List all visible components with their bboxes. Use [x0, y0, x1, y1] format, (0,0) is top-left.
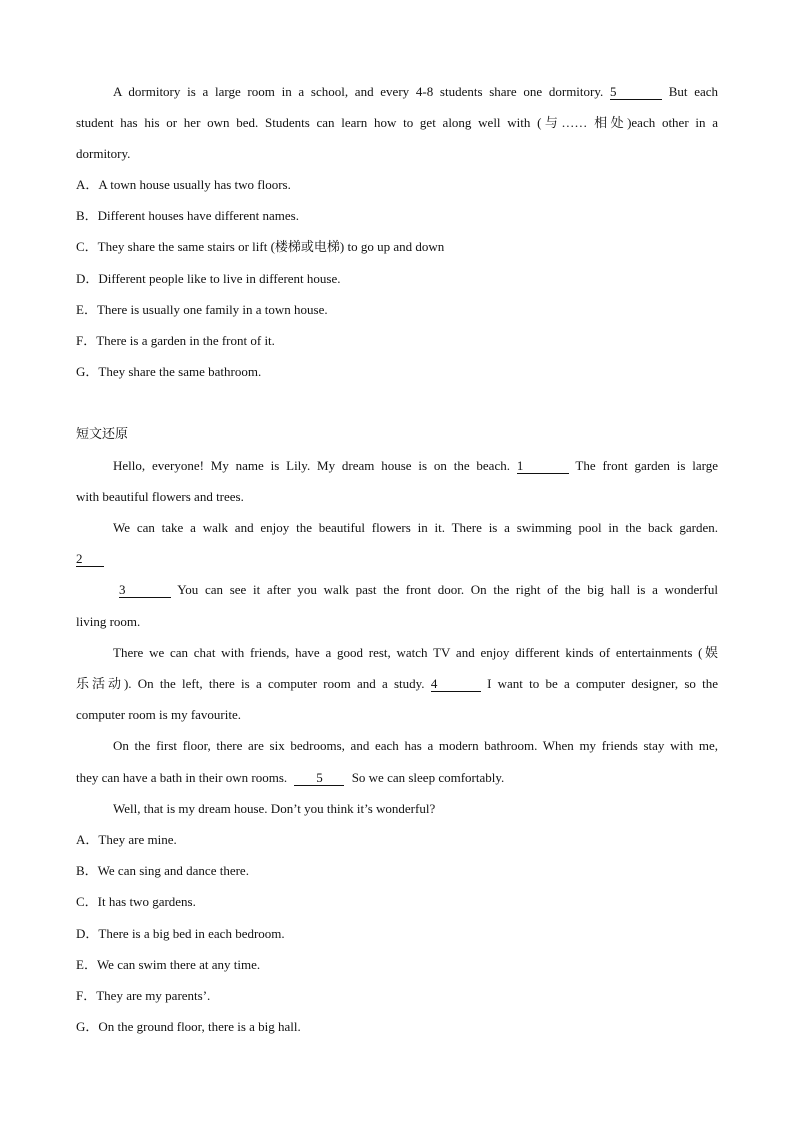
option-f: F．There is a garden in the front of it.	[76, 333, 275, 348]
answer-blank-5[interactable]: 5	[610, 85, 662, 100]
passage2-p4-tail: I want to be a computer designer, so the	[487, 676, 719, 691]
option2-a: A．They are mine.	[76, 832, 177, 847]
passage2-p5-text: they can have a bath in their own rooms.	[76, 770, 288, 785]
option-e: E．There is usually one family in a town house.	[76, 302, 328, 317]
answer-blank-3[interactable]: 3	[119, 583, 171, 598]
passage2-p3-line1	[113, 582, 718, 598]
passage2-p5-line1: On the first floor, there are six bedrooms, and each has a modern bathroom. When my friends stay with me,	[113, 738, 718, 753]
passage2-p4-text: 乐活动). On the left, there is a computer room and a study.	[76, 676, 425, 691]
option2-d: D．There is a big bed in each bedroom.	[76, 926, 285, 941]
section-title: 短文还原	[76, 427, 129, 442]
option-b: B．Different houses have different names.	[76, 208, 299, 223]
option2-c: C．It has two gardens.	[76, 894, 196, 909]
option-g: G．They share the same bathroom.	[76, 364, 262, 379]
passage2-p5-line2	[76, 770, 504, 786]
option2-g: G．On the ground floor, there is a big hall.	[76, 1019, 301, 1034]
passage2-p3-line2: living room.	[76, 614, 141, 629]
passage2-p1-line1	[113, 458, 718, 474]
passage1-line1-text: A dormitory is a large room in a school, and every 4-8 students share one dormitory.	[113, 84, 604, 99]
option2-b: B．We can sing and dance there.	[76, 863, 249, 878]
option2-e: E．We can swim there at any time.	[76, 957, 261, 972]
answer-blank-1[interactable]: 1	[517, 459, 569, 474]
option-a: A．A town house usually has two floors.	[76, 177, 291, 192]
answer-blank-4[interactable]: 4	[431, 677, 481, 692]
passage2-p1-text: Hello, everyone! My name is Lily. My dream house is on the beach.	[113, 458, 510, 473]
passage2-p4-line1: There we can chat with friends, have a good rest, watch TV and enjoy different kinds of entertainments (娱	[113, 645, 719, 660]
passage2-p3-tail: You can see it after you walk past the front door. On the right of the big hall is a wonderful	[177, 582, 718, 597]
option-c: C．They share the same stairs or lift (楼梯或电梯) to go up and down	[76, 239, 445, 254]
passage2-p4-line2	[76, 676, 718, 692]
passage2-p2-line1: We can take a walk and enjoy the beautiful flowers in it. There is a swimming pool in the back garden.	[113, 520, 718, 535]
passage1-line2: student has his or her own bed. Students can learn how to get along well with (与…… 相处)each other in a	[76, 115, 718, 130]
passage2-p1-line2: with beautiful flowers and trees.	[76, 489, 244, 504]
passage2-p2-line2	[76, 551, 104, 567]
passage2-p6: Well, that is my dream house. Don’t you think it’s wonderful?	[113, 801, 436, 816]
passage1-line1	[113, 84, 718, 100]
answer-blank-2[interactable]: 2	[76, 552, 104, 567]
answer-blank-5b[interactable]: 5	[294, 771, 344, 786]
passage2-p5-tail: So we can sleep comfortably.	[351, 770, 505, 785]
passage1-line1-tail: But each	[668, 84, 719, 99]
option2-f: F．They are my parents’.	[76, 988, 211, 1003]
option-d: D．Different people like to live in different house.	[76, 271, 341, 286]
passage1-line3: dormitory.	[76, 146, 131, 161]
passage2-p4-line3: computer room is my favourite.	[76, 707, 241, 722]
passage2-p1-tail: The front garden is large	[575, 458, 718, 473]
